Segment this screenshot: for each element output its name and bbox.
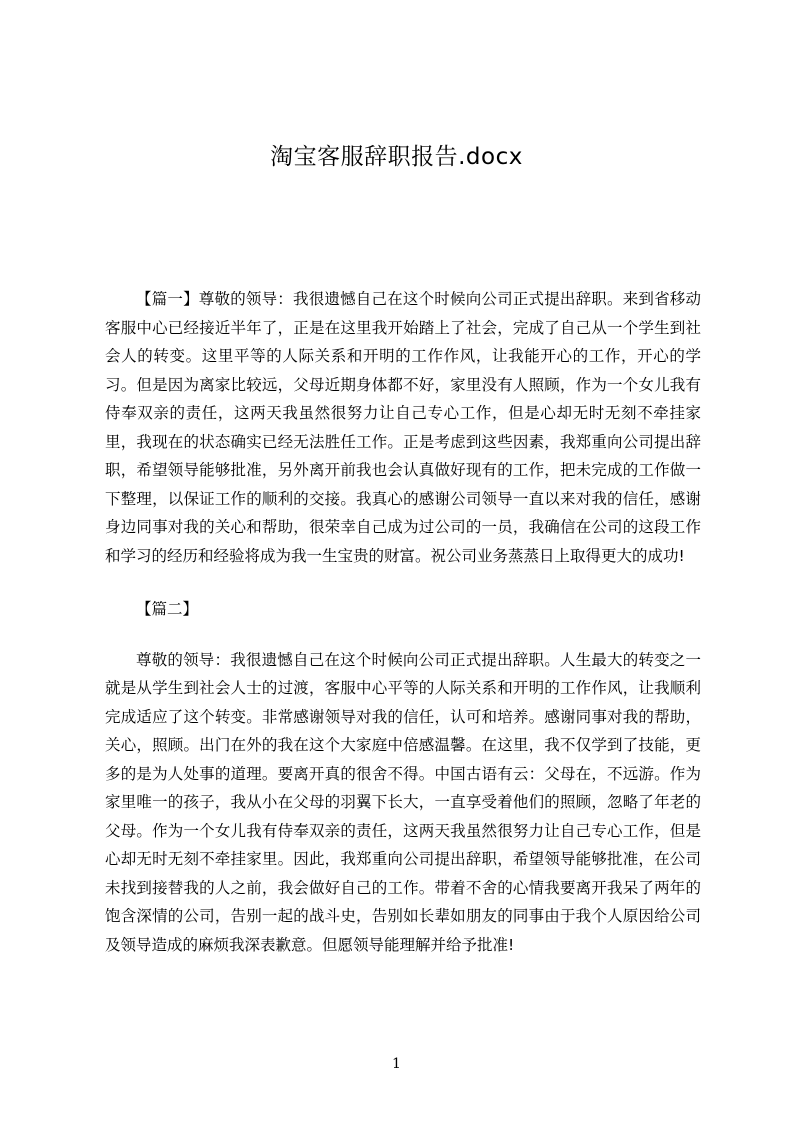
section-2-paragraph: 尊敬的领导：我很遗憾自己在这个时候向公司正式提出辞职。人生最大的转变之一就是从学生到社会人士的过渡，客服中心平等的人际关系和开明的工作作风，让我顺利完成适应了这个转变。非常感谢领导对我的信任，认可和培养。感谢同事对我的帮助，关心，照顾。出门在外的我在这个大家庭中倍感温馨。在这里，我不仅学到了技能，更多的是为人处事的道理。要离开真的很舍不得。中国古语有云：父母在，不远游。作为家里唯一的孩子，我从小在父母的羽翼下长大，一直享受着他们的照顾，忽略了年老的父母。作为一个女儿我有侍奉双亲的责任，这两天我虽然很努力让自己专心工作，但是心却无时无刻不牵挂家里。因此，我郑重向公司提出辞职，希望领导能够批准，在公司未找到接替我的人之前，我会做好自己的工作。带着不舍的心情我要离开我呆了两年的饱含深情的公司，告别一起的战斗史，告别如长辈如朋友的同事由于我个人原因给公司及领导造成的麻烦我深表歉意。但愿领导能理解并给予批准! (105, 650, 701, 954)
section-2-heading: 【篇二】 (136, 600, 199, 618)
document-title: 淘宝客服辞职报告.docx (270, 144, 523, 170)
document-body (105, 285, 701, 959)
page-number: 1 (392, 1056, 401, 1072)
section-1-paragraph: 【篇一】尊敬的领导：我很遗憾自己在这个时候向公司正式提出辞职。来到省移动客服中心已经接近半年了，正是在这里我开始踏上了社会，完成了自己从一个学生到社会人的转变。这里平等的人际关系和开明的工作作风，让我能开心的工作，开心的学习。但是因为离家比较远，父母近期身体都不好，家里没有人照顾，作为一个女儿我有侍奉双亲的责任，这两天我虽然很努力让自己专心工作，但是心却无时无刻不牵挂家里，我现在的状态确实已经无法胜任工作。正是考虑到这些因素，我郑重向公司提出辞职，希望领导能够批准，另外离开前我也会认真做好现有的工作，把未完成的工作做一下整理，以保证工作的顺利的交接。我真心的感谢公司领导一直以来对我的信任，感谢身边同事对我的关心和帮助，很荣幸自己成为过公司的一员，我确信在公司的这段工作和学习的经历和经验将成为我一生宝贵的财富。祝公司业务蒸蒸日上取得更大的成功! (105, 290, 701, 565)
